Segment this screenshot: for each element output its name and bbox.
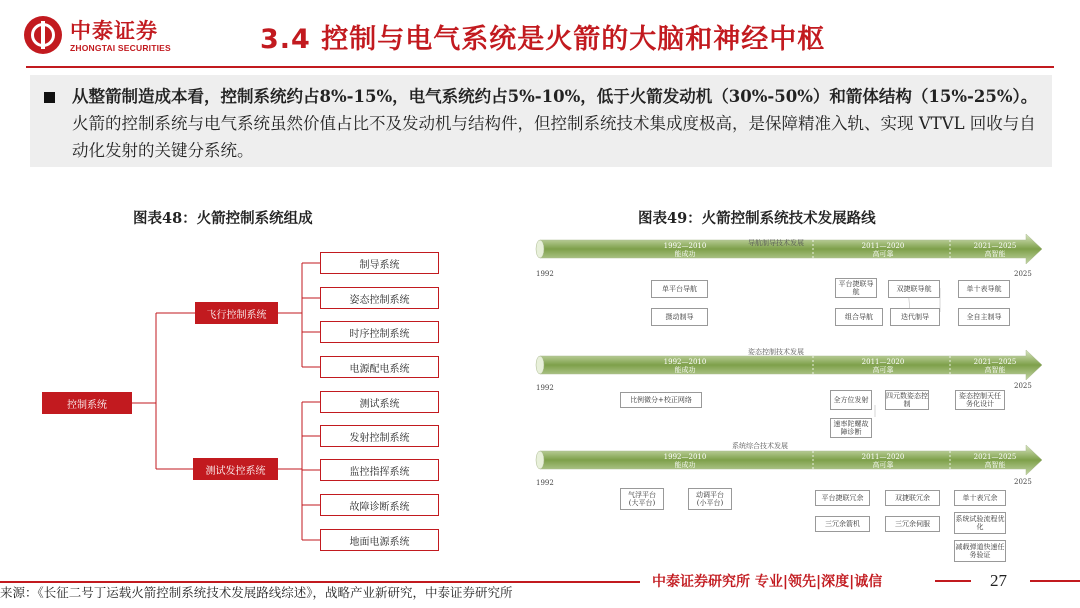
tree-group-flight-control: 飞行控制系统	[195, 302, 278, 324]
roadmap-box: 单平台导航	[651, 280, 708, 298]
tree-leaf: 姿态控制系统	[320, 287, 439, 309]
summary-bold: 从整箭制造成本看，控制系统约占8%-15%，电气系统约占5%-10%，低于火箭发动机（30%-50%）和箭体结构（15%-25%）。	[72, 87, 1038, 106]
figure48-caption: 图表48：火箭控制系统组成	[133, 210, 313, 227]
roadmap-stage: 2011—2020 高可靠	[861, 358, 905, 374]
roadmap-box: 平台捷联导航	[835, 278, 877, 298]
roadmap-stage: 2011—2020 高可靠	[861, 242, 905, 258]
tree-leaf: 测试系统	[320, 391, 439, 413]
tree-leaf: 发射控制系统	[320, 425, 439, 447]
roadmap-row3-heading: 系统综合技术发展	[732, 442, 788, 450]
roadmap-box: 平台捷联冗余	[815, 490, 870, 506]
tree-leaf: 时序控制系统	[320, 321, 439, 343]
footer-brand: 中泰证券研究所 专业|领先|深度|诚信	[652, 574, 883, 590]
roadmap-stage: 1992—2010 能成功	[663, 242, 707, 258]
roadmap-stage: 2021—2025 高智能	[973, 358, 1017, 374]
roadmap-stage: 1992—2010 能成功	[663, 453, 707, 469]
source-note: 来源：《长征二号丁运载火箭控制系统技术发展路线综述》，战略产业新研究，中泰证券研究所	[0, 585, 513, 600]
roadmap-box: 双捷联冗余	[885, 490, 940, 506]
page-title: 3.4 控制与电气系统是火箭的大脑和神经中枢	[260, 24, 826, 55]
roadmap-end-year: 2025	[1014, 478, 1032, 486]
roadmap-box: 全自主制导	[958, 308, 1010, 326]
roadmap-box: 单十表导航	[958, 280, 1010, 298]
figure49-roadmap	[530, 232, 1050, 572]
footer-divider-right	[1030, 580, 1080, 582]
roadmap-box: 比例微分+校正网络	[620, 392, 702, 408]
roadmap-box: 单十表冗余	[954, 490, 1006, 506]
tree-leaf: 监控指挥系统	[320, 459, 439, 481]
roadmap-box: 三冗余箭机	[815, 516, 870, 532]
roadmap-start-year: 1992	[536, 384, 554, 392]
tree-leaf: 故障诊断系统	[320, 494, 439, 516]
roadmap-box: 摄动制导	[651, 308, 708, 326]
roadmap-start-year: 1992	[536, 270, 554, 278]
tree-root-control-system: 控制系统	[42, 392, 132, 414]
roadmap-box: 三冗余伺服	[885, 516, 940, 532]
roadmap-box: 气浮平台 (大平台)	[620, 488, 664, 510]
tree-leaf: 制导系统	[320, 252, 439, 274]
logo-name-cn: 中泰证券	[70, 19, 158, 43]
roadmap-stage: 1992—2010 能成功	[663, 358, 707, 374]
roadmap-row2-heading: 姿态控制技术发展	[748, 348, 804, 356]
roadmap-box: 迭代制导	[890, 308, 940, 326]
footer-divider-mid	[935, 580, 971, 582]
figure49-caption: 图表49：火箭控制系统技术发展路线	[638, 210, 876, 227]
roadmap-stage: 2011—2020 高可靠	[861, 453, 905, 469]
roadmap-stage: 2021—2025 高智能	[973, 242, 1017, 258]
roadmap-box: 组合导航	[835, 308, 883, 326]
roadmap-box: 系统试验流程优化	[954, 512, 1006, 534]
logo-name-en: ZHONGTAI SECURITIES	[70, 43, 171, 53]
roadmap-end-year: 2025	[1014, 382, 1032, 390]
summary-normal: 火箭的控制系统与电气系统虽然价值占比不及发动机与结构件，但控制系统技术集成度极高，是保障精准入轨、实现 VTVL 回收与自动化发射的关键分系统。	[72, 114, 1036, 160]
roadmap-box: 速率陀螺故障诊断	[830, 418, 872, 438]
roadmap-box: 动调平台 (小平台)	[688, 488, 732, 510]
roadmap-box: 双捷联导航	[888, 280, 940, 298]
roadmap-row1-heading: 导航制导技术发展	[748, 239, 804, 247]
roadmap-stage: 2021—2025 高智能	[973, 453, 1017, 469]
roadmap-start-year: 1992	[536, 479, 554, 487]
roadmap-box: 全方位发射	[830, 390, 872, 410]
tree-leaf: 地面电源系统	[320, 529, 439, 551]
roadmap-box: 四元数姿态控制	[886, 392, 928, 408]
roadmap-box: 姿态控制天任务化设计	[955, 390, 1005, 410]
tree-leaf: 电源配电系统	[320, 356, 439, 378]
page-number: 27	[990, 571, 1007, 590]
roadmap-end-year: 2025	[1014, 270, 1032, 278]
roadmap-box: 减载弹道快速任务验证	[954, 540, 1006, 562]
tree-group-test-launch-control: 测试发控系统	[193, 458, 278, 480]
